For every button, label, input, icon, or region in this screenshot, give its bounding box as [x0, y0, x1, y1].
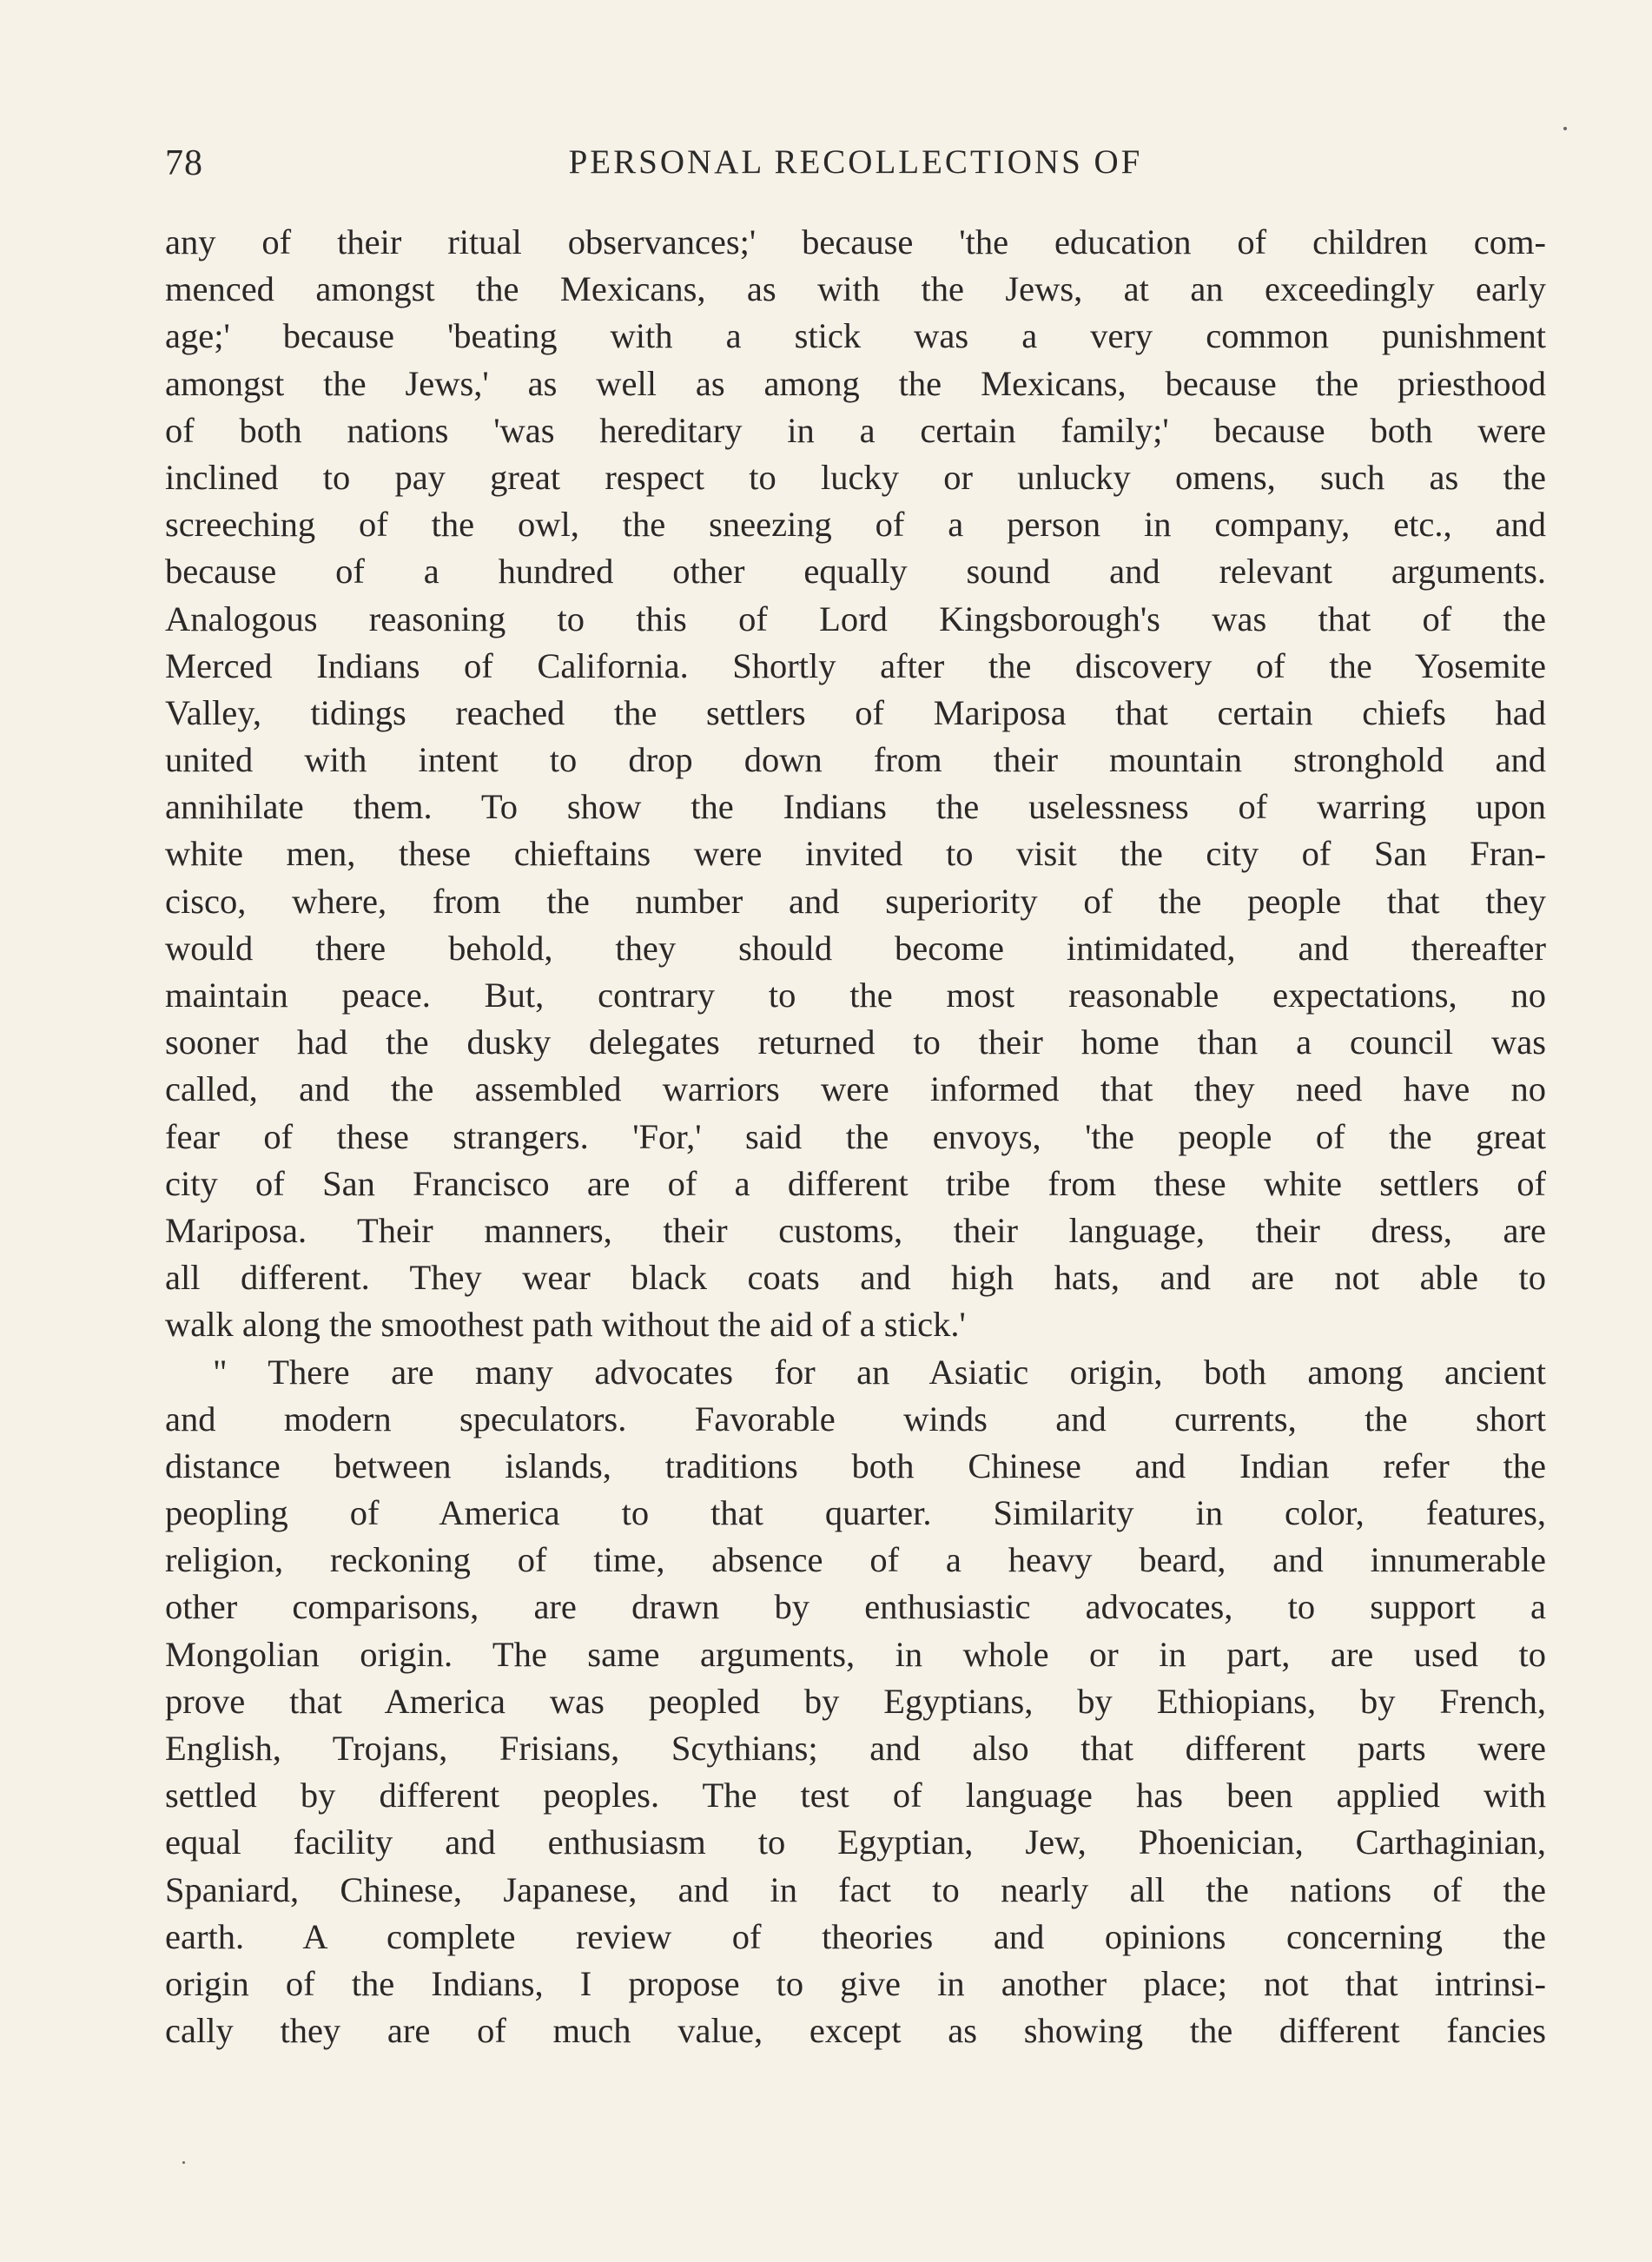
text-line: fear of these strangers. 'For,' said the envoys, 'the people of the great: [165, 1116, 1546, 1156]
page-header: [165, 142, 1546, 195]
text-line: cally they are of much value, except as showing the different fancies: [165, 2011, 1546, 2051]
text-line: Merced Indians of California. Shortly after the discovery of the Yosemite: [165, 645, 1546, 685]
text-line: other comparisons, are drawn by enthusiastic advocates, to support a: [165, 1587, 1546, 1627]
body-text: [165, 219, 1546, 2054]
paper-speck: [182, 2161, 185, 2164]
text-line: earth. A complete review of theories and opinions concerning the: [165, 1916, 1546, 1956]
text-line: English, Trojans, Frisians, Scythians; and also that different parts were: [165, 1729, 1546, 1768]
text-line: maintain peace. But, contrary to the most reasonable expectations, no: [165, 976, 1546, 1015]
running-title: PERSONAL RECOLLECTIONS OF: [568, 143, 1143, 181]
text-line: prove that America was peopled by Egyptians, by Ethiopians, by French,: [165, 1681, 1546, 1721]
text-line: menced amongst the Mexicans, as with the Jews, at an exceedingly early: [165, 269, 1546, 309]
text-line: any of their ritual observances;' because 'the education of children com-: [165, 222, 1546, 261]
text-line: cisco, where, from the number and superiority of the people that they: [165, 881, 1546, 921]
text-line: inclined to pay great respect to lucky or unlucky omens, such as the: [165, 457, 1546, 497]
text-line: origin of the Indians, I propose to give in another place; not that intrinsi-: [165, 1963, 1546, 2003]
text-line: and modern speculators. Favorable winds and currents, the short: [165, 1399, 1546, 1439]
text-line: screeching of the owl, the sneezing of a person in company, etc., and: [165, 505, 1546, 545]
text-line: religion, reckoning of time, absence of a heavy beard, and innumerable: [165, 1540, 1546, 1580]
text-line: all different. They wear black coats and high hats, and are not able to: [165, 1258, 1546, 1298]
text-line: sooner had the dusky delegates returned to their home than a council was: [165, 1022, 1546, 1062]
text-line: Valley, tidings reached the settlers of Mariposa that certain chiefs had: [165, 692, 1546, 732]
text-line: city of San Francisco are of a different tribe from these white settlers of: [165, 1163, 1546, 1203]
text-line: equal facility and enthusiasm to Egyptian, Jew, Phoenician, Carthaginian,: [165, 1822, 1546, 1862]
text-line: Mongolian origin. The same arguments, in whole or in part, are used to: [165, 1634, 1546, 1674]
text-line: Mariposa. Their manners, their customs, their language, their dress, are: [165, 1210, 1546, 1250]
text-line: annihilate them. To show the Indians the uselessness of warring upon: [165, 787, 1546, 827]
text-line: Spaniard, Chinese, Japanese, and in fact to nearly all the nations of the: [165, 1869, 1546, 1909]
text-line: peopling of America to that quarter. Similarity in color, features,: [165, 1493, 1546, 1533]
paper-speck: [1563, 127, 1567, 130]
text-line: united with intent to drop down from their mountain stronghold and: [165, 740, 1546, 780]
text-line: called, and the assembled warriors were informed that they need have no: [165, 1069, 1546, 1109]
text-line: of both nations 'was hereditary in a certain family;' because both were: [165, 410, 1546, 450]
text-line: settled by different peoples. The test of language has been applied with: [165, 1776, 1546, 1816]
text-line: walk along the smoothest path without the aid of a stick.': [165, 1305, 966, 1345]
text-line: amongst the Jews,' as well as among the Mexicans, because the priesthood: [165, 363, 1546, 403]
text-line: because of a hundred other equally sound and relevant arguments.: [165, 552, 1546, 592]
text-line: age;' because 'beating with a stick was a very common punishment: [165, 316, 1546, 356]
text-line: would there behold, they should become intimidated, and thereafter: [165, 928, 1546, 968]
text-line: Analogous reasoning to this of Lord Kingsborough's was that of the: [165, 599, 1546, 638]
text-line: " There are many advocates for an Asiatic origin, both among ancient: [213, 1352, 1546, 1392]
page-number: 78: [165, 143, 203, 183]
text-line: white men, these chieftains were invited to visit the city of San Fran-: [165, 834, 1546, 874]
text-line: distance between islands, traditions both Chinese and Indian refer the: [165, 1445, 1546, 1485]
